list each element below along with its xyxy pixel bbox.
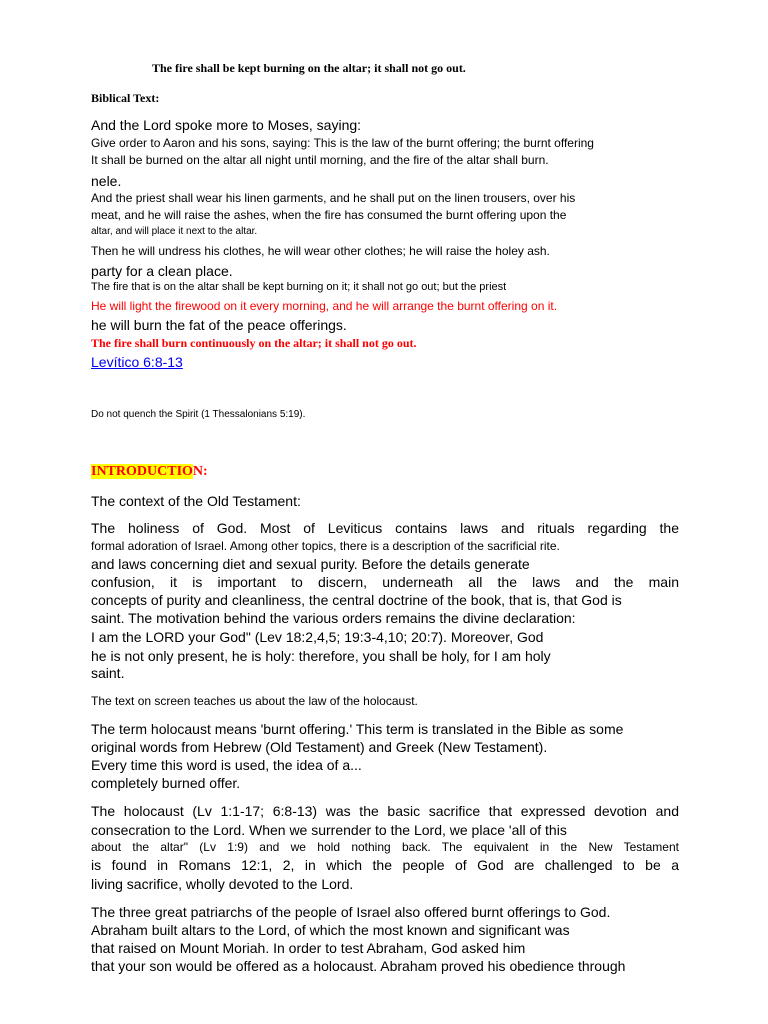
bible-line-4: nele. [91,173,122,189]
patriarchs-line-1: The three great patriarchs of the people of Israel also offered burnt offerings to God. [91,904,611,920]
term-line-1: The term holocaust means 'burnt offering.' This term is translated in the Bible as some [91,721,624,737]
holocaust-line-1: The holocaust (Lv 1:1-17; 6:8-13) was the basic sacrifice that expressed devotion and [91,803,679,819]
holiness-line-3: and laws concerning diet and sexual purity. Before the details generate [91,556,530,572]
bible-line-9: party for a clean place. [91,263,233,279]
holiness-line-8: he is not only present, he is holy: therefore, you shall be holy, for I am holy [91,648,551,664]
bible-line-7: altar, and will place it next to the altar. [91,226,258,237]
holocaust-line-5: living sacrifice, wholly devoted to the Lord. [91,876,354,892]
bible-line-2: Give order to Aaron and his sons, saying: This is the law of the burnt offering; the burnt offering [91,136,594,150]
holiness-line-4: confusion, it is important to discern, underneath all the laws and the main [91,574,679,590]
patriarchs-line-3: that raised on Mount Moriah. In order to test Abraham, God asked him [91,940,526,956]
holocaust-line-2: consecration to the Lord. When we surrender to the Lord, we place 'all of this [91,822,567,838]
bible-line-12: he will burn the fat of the peace offerings. [91,317,347,333]
bible-line-8: Then he will undress his clothes, he will wear other clothes; he will raise the holey ash. [91,244,550,258]
patriarchs-line-2: Abraham built altars to the Lord, of which the most known and significant was [91,922,570,938]
term-line-2: original words from Hebrew (Old Testament) and Greek (New Testament). [91,739,548,755]
patriarchs-line-4: that your son would be offered as a holocaust. Abraham proved his obedience through [91,958,626,974]
bible-line-1: And the Lord spoke more to Moses, saying: [91,117,362,133]
bible-line-13: The fire shall burn continuously on the altar; it shall not go out. [91,336,417,350]
holiness-line-2: formal adoration of Israel. Among other topics, there is a description of the sacrificial rite. [91,539,560,553]
holocaust-line-3: about the altar" (Lv 1:9) and we hold nothing back. The equivalent in the New Testament [91,840,679,854]
bible-line-3: It shall be burned on the altar all night until morning, and the fire of the altar shall burn. [91,153,549,167]
biblical-text-label: Biblical Text: [91,91,160,105]
quench-spirit-line: Do not quench the Spirit (1 Thessalonians 5:19). [91,409,306,420]
introduction-rest: N: [192,464,208,479]
term-line-4: completely burned offer. [91,775,241,791]
holiness-line-7: I am the LORD your God" (Lev 18:2,4,5; 19:3-4,10; 20:7). Moreover, God [91,629,544,645]
bible-line-10: The fire that is on the altar shall be kept burning on it; it shall not go out; but the priest [91,281,507,293]
holiness-line-5: concepts of purity and cleanliness, the central doctrine of the book, that is, that God is [91,592,622,608]
holiness-line-6: saint. The motivation behind the various orders remains the divine declaration: [91,610,576,626]
bible-line-6: meat, and he will raise the ashes, when the fire has consumed the burnt offering upon the [91,208,567,222]
screen-text-line: The text on screen teaches us about the law of the holocaust. [91,694,418,708]
holocaust-line-4: is found in Romans 12:1, 2, in which the people of God are challenged to be a [91,857,679,873]
holiness-line-1: The holiness of God. Most of Leviticus contains laws and rituals regarding the [91,520,679,536]
introduction-heading [91,465,208,479]
introduction-highlight: INTRODUCTIO [91,464,193,479]
bible-line-11: He will light the firewood on it every morning, and he will arrange the burnt offering on it. [91,299,558,313]
page-heading: The fire shall be kept burning on the altar; it shall not go out. [152,61,466,75]
scripture-reference-link[interactable]: Levítico 6:8-13 [91,354,183,370]
holiness-line-9: saint. [91,665,125,681]
bible-line-5: And the priest shall wear his linen garments, and he shall put on the linen trousers, over his [91,191,576,205]
term-line-3: Every time this word is used, the idea of a... [91,757,362,773]
context-title: The context of the Old Testament: [91,493,301,509]
